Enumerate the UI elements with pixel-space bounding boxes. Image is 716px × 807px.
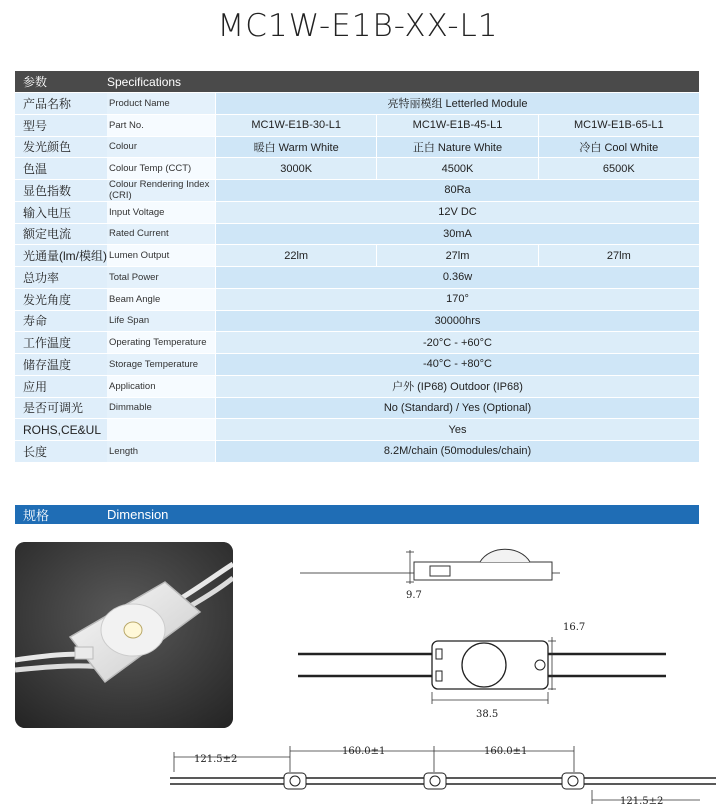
spec-row-value: MC1W-E1B-30-L1 — [215, 115, 376, 136]
spec-row-label-cn: 总功率 — [15, 267, 107, 288]
spec-row — [15, 376, 699, 398]
spec-row-label-en: Rated Current — [109, 228, 169, 240]
spec-row-label-en: Beam Angle — [109, 293, 161, 305]
dimension-drawing — [0, 530, 716, 807]
spec-row-value: -40°C - +80°C — [215, 354, 699, 375]
spec-row-label-en: Dimmable — [109, 402, 152, 414]
spec-row-value: 户外 (IP68) Outdoor (IP68) — [215, 376, 699, 397]
spec-row-value: No (Standard) / Yes (Optional) — [215, 398, 699, 419]
spec-row-value: 27lm — [376, 245, 537, 266]
spec-row-label-en: Life Span — [109, 315, 150, 327]
spec-row — [15, 115, 699, 137]
spec-row-value: 0.36w — [215, 267, 699, 288]
spec-row — [15, 419, 699, 441]
spec-row-label-cn: 光通量(lm/模组) — [15, 245, 107, 266]
spec-row — [15, 224, 699, 246]
spec-row-label-en — [107, 419, 215, 440]
spec-header-cn: 参数 — [23, 75, 48, 89]
spec-row-value: 6500K — [538, 158, 699, 179]
spec-row-value: 3000K — [215, 158, 376, 179]
spec-row — [15, 158, 699, 180]
spec-row-label-cn: ROHS,CE&UL — [15, 419, 107, 440]
spec-row-label-cn: 应用 — [15, 376, 107, 397]
spec-row-value: 170° — [215, 289, 699, 310]
spec-row-label-en: Application — [109, 380, 156, 392]
spec-row-value: 27lm — [538, 245, 699, 266]
dimension-header-en: Dimension — [107, 507, 169, 522]
spec-row-value: 80Ra — [215, 180, 699, 201]
spec-row — [15, 332, 699, 354]
spec-row-value: 30mA — [215, 224, 699, 245]
spec-row-label-en: Product Name — [109, 97, 170, 109]
spec-row — [15, 441, 699, 463]
spec-row-label-cn: 是否可调光 — [15, 398, 107, 419]
spec-row-value: 亮特丽模组 Letterled Module — [215, 93, 699, 114]
specifications-table — [15, 93, 699, 463]
dim-length: 38.5 — [476, 709, 499, 720]
spec-row-value: -20°C - +60°C — [215, 332, 699, 353]
spec-row — [15, 245, 699, 267]
top-view — [298, 637, 666, 704]
spec-row-label-en: Part No. — [109, 119, 144, 131]
spec-row-label-cn: 长度 — [15, 441, 107, 462]
spec-row — [15, 202, 699, 224]
spec-row — [15, 354, 699, 376]
spec-row-value: 正白 Nature White — [376, 137, 537, 158]
dim-pitch-2: 160.0±1 — [484, 746, 528, 757]
side-view — [300, 549, 560, 584]
dim-lead-left: 121.5±2 — [194, 754, 238, 765]
dimension-header — [15, 505, 699, 524]
spec-row-label-cn: 工作温度 — [15, 332, 107, 353]
dim-height: 9.7 — [406, 590, 422, 601]
spec-row-label-en: Operating Temperature — [109, 337, 207, 349]
spec-row-value: 4500K — [376, 158, 537, 179]
spec-row-label-en: Colour — [109, 141, 137, 153]
spec-row — [15, 137, 699, 159]
page-title: MC1W-E1B-XX-L1 — [217, 8, 499, 44]
spec-row-label-en: Colour Rendering Index (CRI) — [109, 179, 210, 202]
spec-row — [15, 311, 699, 333]
spec-row-label-en: Input Voltage — [109, 206, 165, 218]
spec-row-value: Yes — [215, 419, 699, 440]
dim-width: 16.7 — [563, 622, 586, 633]
spec-row-value: 8.2M/chain (50modules/chain) — [215, 441, 699, 462]
spec-row-value: 冷白 Cool White — [538, 137, 699, 158]
spec-row-label-cn: 型号 — [15, 115, 107, 136]
spec-row-value: 22lm — [215, 245, 376, 266]
spec-row-label-cn: 储存温度 — [15, 354, 107, 375]
spec-row-label-cn: 输入电压 — [15, 202, 107, 223]
dim-pitch-1: 160.0±1 — [342, 746, 386, 757]
spec-row-label-cn: 显色指数 — [15, 180, 107, 201]
spec-row — [15, 398, 699, 420]
spec-row-label-en: Storage Temperature — [109, 358, 199, 370]
spec-row-label-cn: 产品名称 — [15, 93, 107, 114]
spec-row — [15, 289, 699, 311]
dim-lead-right: 121.5±2 — [620, 796, 664, 807]
spec-row-label-en: Length — [109, 445, 139, 457]
spec-row-value: MC1W-E1B-65-L1 — [538, 115, 699, 136]
spec-row-label-en: Colour Temp (CCT) — [109, 163, 192, 175]
dimension-header-cn: 规格 — [23, 508, 50, 523]
specifications-header — [15, 71, 699, 92]
spec-row-label-cn: 额定电流 — [15, 224, 107, 245]
spec-row-label-cn: 色温 — [15, 158, 107, 179]
spec-row-value: 暖白 Warm White — [215, 137, 376, 158]
spec-row-value: MC1W-E1B-45-L1 — [376, 115, 537, 136]
spec-row — [15, 267, 699, 289]
spec-row — [15, 180, 699, 202]
spec-row-label-en: Lumen Output — [109, 250, 170, 262]
spec-row-value: 12V DC — [215, 202, 699, 223]
spec-row-label-cn: 发光颜色 — [15, 137, 107, 158]
spec-header-en: Specifications — [107, 74, 182, 89]
spec-row-label-cn: 寿命 — [15, 311, 107, 332]
spec-row-label-en: Total Power — [109, 271, 159, 283]
spec-row — [15, 93, 699, 115]
spec-row-label-cn: 发光角度 — [15, 289, 107, 310]
spec-row-value: 30000hrs — [215, 311, 699, 332]
